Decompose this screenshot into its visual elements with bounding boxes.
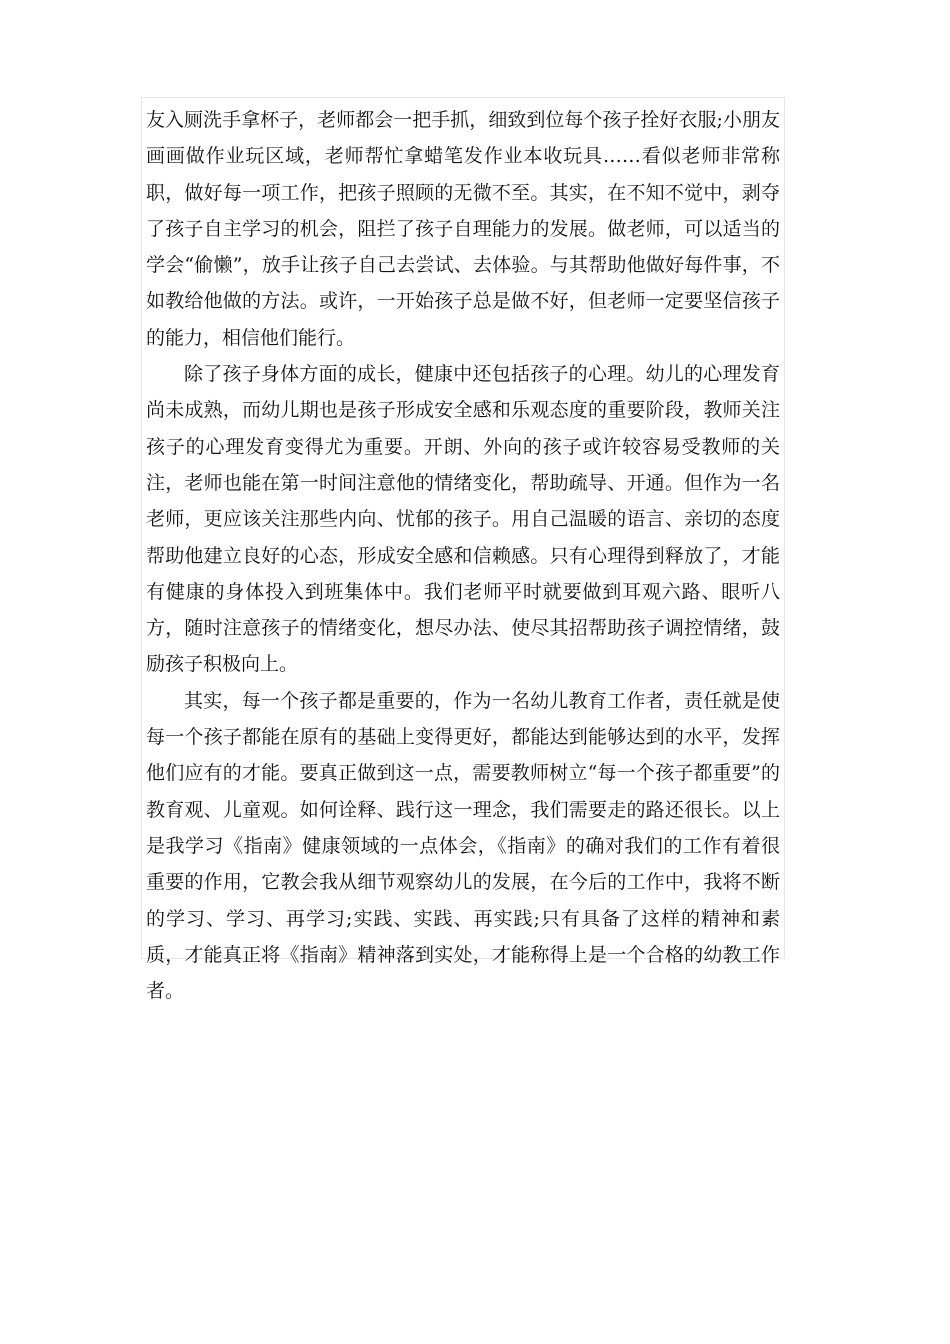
paragraph-2: 除了孩子身体方面的成长，健康中还包括孩子的心理。幼儿的心理发育尚未成熟，而幼儿期也是孩子形成安全感和乐观态度的重要阶段，教师关注孩子的心理发育变得尤为重要。开朗、外向的孩子或许较容易受教师的关注，老师也能在第一时间注意他的情绪变化，帮助疏导、开通。但作为一名老师，更应该关注那些内向、忧郁的孩子。用自己温暖的语言、亲切的态度帮助他建立良好的心态，形成安全感和信赖感。只有心理得到释放了，才能有健康的身体投入到班集体中。我们老师平时就要做到耳观六路、眼听八方，随时注意孩子的情绪变化，想尽办法、使尽其招帮助孩子调控情绪，鼓励孩子积极向上。 [146, 363, 780, 676]
paragraph-3: 其实，每一个孩子都是重要的，作为一名幼儿教育工作者，责任就是使每一个孩子都能在原有的基础上变得更好，都能达到能够达到的水平，发挥他们应有的才能。要真正做到这一点，需要教师树立“每一个孩子都重要”的教育观、儿童观。如何诠释、践行这一理念，我们需要走的路还很长。以上是我学习《指南》健康领域的一点体会，《指南》的确对我们的工作有着很重要的作用，它教会我从细节观察幼儿的发展，在今后的工作中，我将不断的学习、学习、再学习;实践、实践、再实践;只有具备了这样的精神和素质，才能真正将《指南》精神落到实处，才能称得上是一个合格的幼教工作者。 [146, 689, 780, 1003]
paragraph-1: 友入厕洗手拿杯子，老师都会一把手抓，细致到位每个孩子拴好衣服;小朋友画画做作业玩区域，老师帮忙拿蜡笔发作业本收玩具……看似老师非常称职，做好每一项工作，把孩子照顾的无微不至。其实，在不知不觉中，剥夺了孩子自主学习的机会，阻拦了孩子自理能力的发展。做老师，可以适当的学会“偷懒”，放手让孩子自己去尝试、去体验。与其帮助他做好每件事，不如教给他做的方法。或许，一开始孩子总是做不好，但老师一定要坚信孩子的能力，相信他们能行。 [146, 109, 780, 349]
text-frame [141, 97, 785, 1003]
